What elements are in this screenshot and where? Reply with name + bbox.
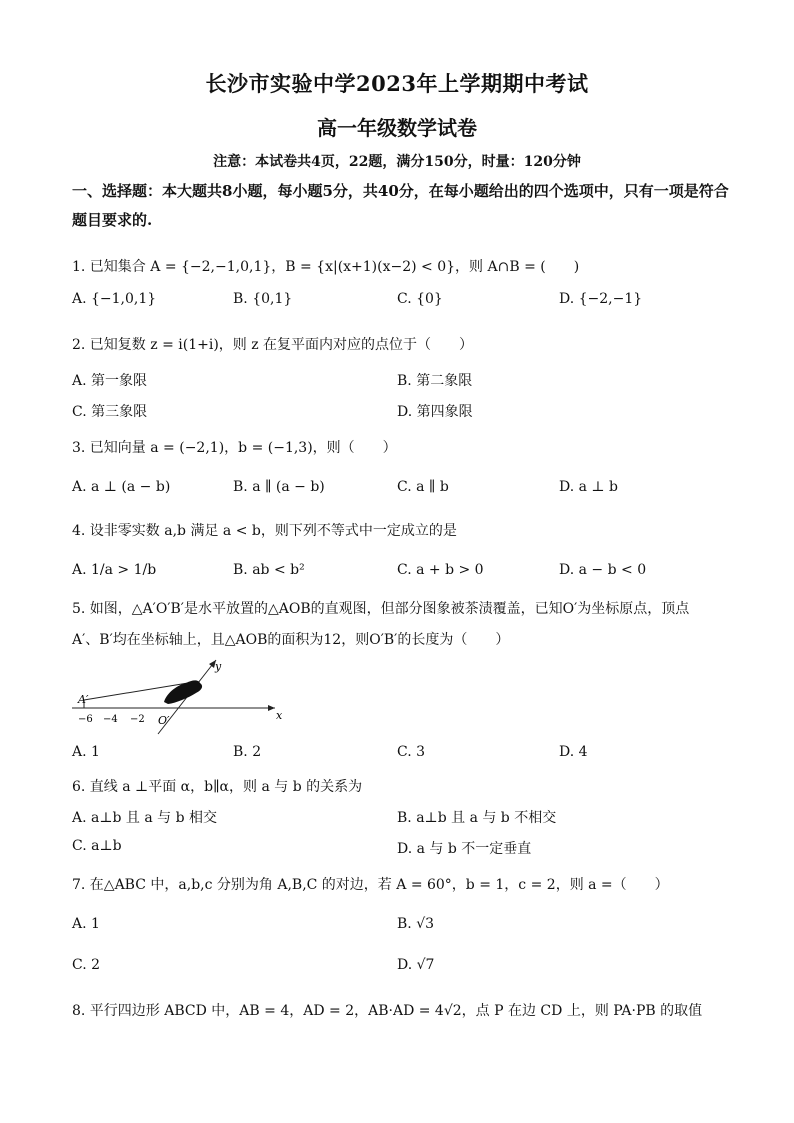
q5-figure (72, 652, 292, 736)
question-1-stem: 1. 已知集合 A = {−2,−1,0,1}，B = {x|(x+1)(x−2) < 0}，则 A∩B = ( ) (72, 259, 580, 275)
tick-minus-6: −6 (78, 714, 93, 725)
q4-option-b: B. ab < b² (233, 562, 305, 578)
question-5-stem-continued: A′、B′均在坐标轴上，且△AOB的面积为12，则O′B′的长度为（ ） (72, 632, 510, 648)
q3-option-c: C. a ∥ b (397, 479, 449, 495)
q4-option-c: C. a + b > 0 (397, 562, 484, 578)
question-4-stem: 4. 设非零实数 a,b 满足 a < b，则下列不等式中一定成立的是 (72, 523, 457, 539)
q1-option-c: C. {0} (397, 291, 443, 307)
origin-label: O′ (158, 714, 170, 727)
question-5-stem: 5. 如图，△A′O′B′是水平放置的△AOB的直观图，但部分图象被茶渍覆盖，已知O′为坐标原点，顶点 (72, 601, 690, 617)
q7-option-d: D. √7 (397, 957, 435, 973)
tick-minus-4: −4 (103, 714, 118, 725)
q6-option-b: B. a⊥b 且 a 与 b 不相交 (397, 810, 557, 826)
q3-option-d: D. a ⊥ b (559, 479, 619, 495)
q6-option-a: A. a⊥b 且 a 与 b 相交 (72, 810, 218, 826)
q2-option-a: A. 第一象限 (72, 373, 148, 389)
question-6-stem: 6. 直线 a ⊥平面 α，b∥α，则 a 与 b 的关系为 (72, 779, 363, 795)
section-heading: 一、选择题：本大题共8小题，每小题5分，共40分，在每小题给出的四个选项中，只有一项是符合题目要求的. (72, 182, 729, 229)
exam-note: 注意：本试卷共4页，22题，满分150分，时量：120分钟 (213, 154, 581, 170)
tick-minus-2: −2 (130, 714, 145, 725)
question-2-stem: 2. 已知复数 z = i(1+i)，则 z 在复平面内对应的点位于（ ） (72, 337, 474, 353)
q7-option-a: A. 1 (72, 916, 100, 932)
q5-option-b: B. 2 (233, 744, 262, 760)
q1-option-d: D. {−2,−1} (559, 291, 643, 307)
q5-option-c: C. 3 (397, 744, 426, 760)
question-7-stem: 7. 在△ABC 中，a,b,c 分别为角 A,B,C 的对边，若 A = 60°，b = 1，c = 2，则 a =（ ） (72, 877, 669, 893)
q7-option-c: C. 2 (72, 957, 101, 973)
q7-option-b: B. √3 (397, 916, 435, 932)
q5-option-a: A. 1 (72, 744, 100, 760)
question-8-stem: 8. 平行四边形 ABCD 中，AB = 4，AD = 2，AB·AD = 4√2，点 P 在边 CD 上，则 PA·PB 的取值 (72, 1003, 703, 1019)
q3-option-a: A. a ⊥ (a − b) (72, 479, 171, 495)
x-axis-arrow-icon (268, 705, 275, 711)
exam-subtitle: 高一年级数学试卷 (317, 116, 477, 140)
x-axis-label: x (276, 709, 283, 722)
q1-option-b: B. {0,1} (233, 291, 293, 307)
y-axis-label: y (215, 660, 222, 673)
q1-option-a: A. {−1,0,1} (72, 291, 157, 307)
q2-option-b: B. 第二象限 (397, 373, 473, 389)
question-3-stem: 3. 已知向量 a = (−2,1)，b = (−1,3)，则（ ） (72, 440, 397, 456)
q2-option-d: D. 第四象限 (397, 404, 473, 420)
q5-option-d: D. 4 (559, 744, 588, 760)
q2-option-c: C. 第三象限 (72, 404, 148, 420)
q6-option-d: D. a 与 b 不一定垂直 (397, 841, 532, 857)
q3-option-b: B. a ∥ (a − b) (233, 479, 325, 495)
q6-option-c: C. a⊥b (72, 838, 122, 854)
q4-option-a: A. 1/a > 1/b (72, 562, 157, 578)
q4-option-d: D. a − b < 0 (559, 562, 647, 578)
exam-title: 长沙市实验中学2023年上学期期中考试 (205, 71, 589, 96)
point-a-label: A′ (78, 693, 89, 706)
